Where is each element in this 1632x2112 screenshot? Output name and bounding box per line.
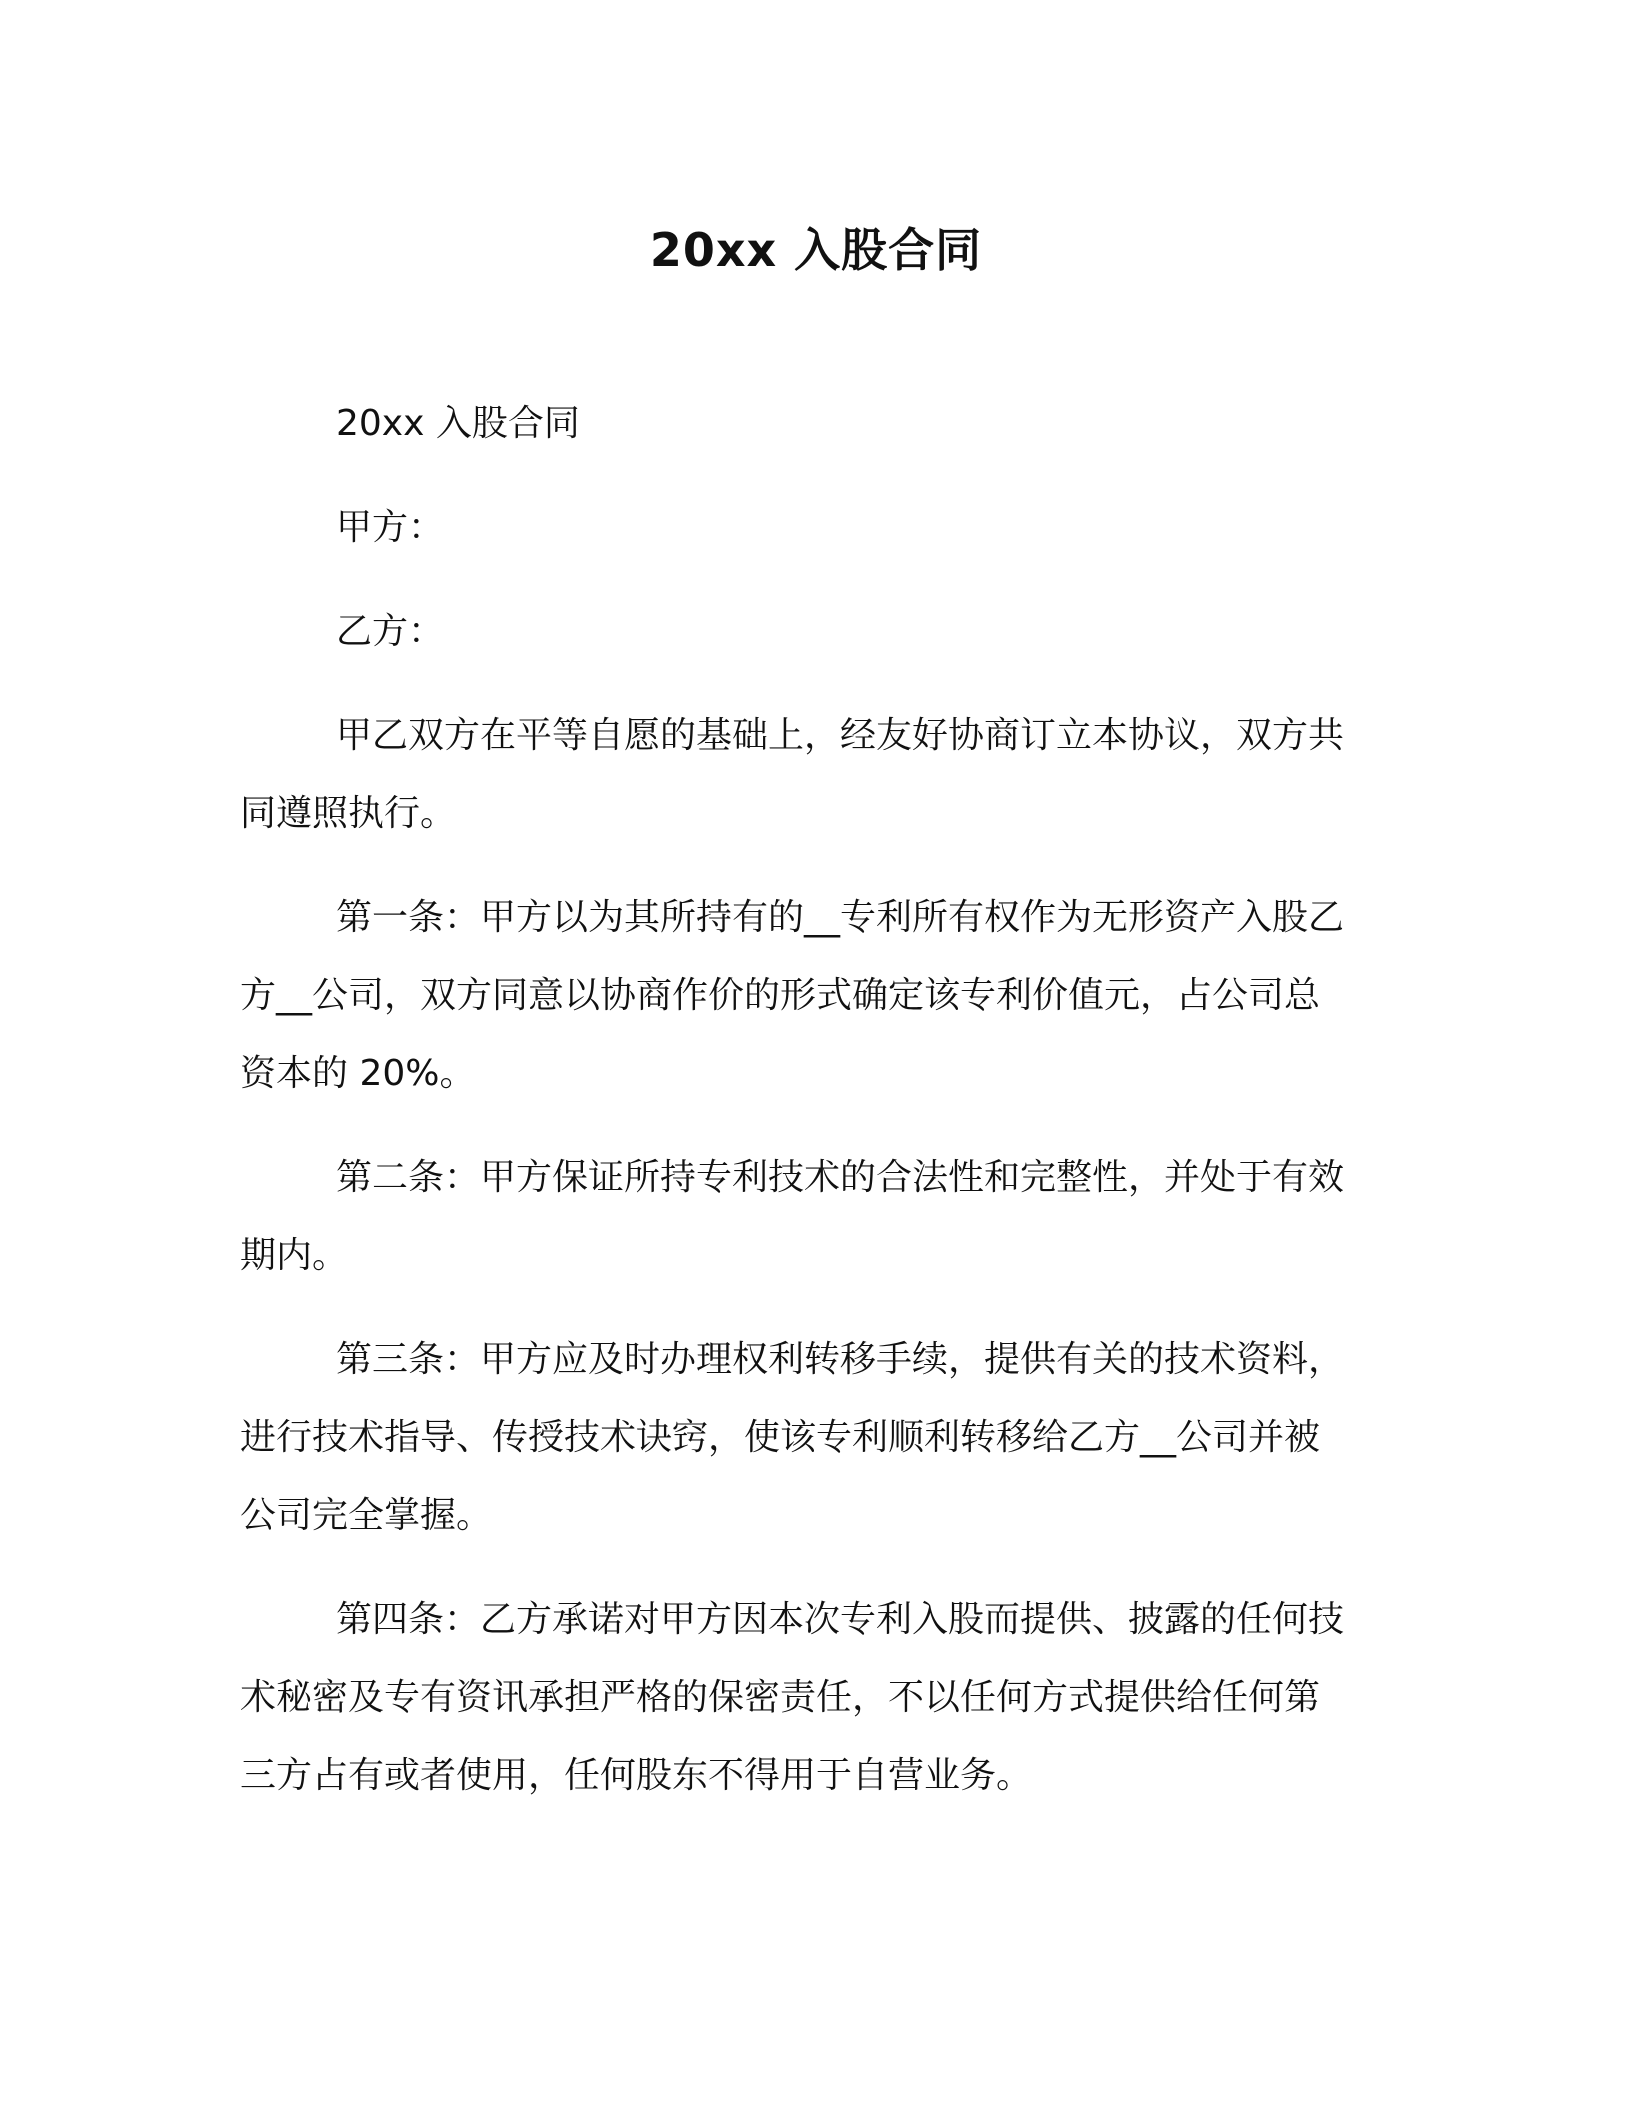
- article-1-line: 资本的 20%。: [240, 1053, 476, 1094]
- intro-paragraph: [240, 697, 1380, 853]
- article-4-line: 第四条：乙方承诺对甲方因本次专利入股而提供、披露的任何技: [336, 1599, 1345, 1640]
- article-2-paragraph: [240, 1139, 1380, 1295]
- article-1-paragraph: [240, 879, 1380, 1113]
- article-2-line: 第二条：甲方保证所持专利技术的合法性和完整性，并处于有效: [336, 1157, 1345, 1198]
- article-4-line: 三方占有或者使用，任何股东不得用于自营业务。: [240, 1755, 1033, 1796]
- article-4-line: 术秘密及专有资讯承担严格的保密责任，不以任何方式提供给任何第: [240, 1677, 1321, 1718]
- article-3-paragraph: [240, 1321, 1380, 1555]
- document-subtitle: 20xx 入股合同: [336, 403, 580, 444]
- article-1-line: 方__公司，双方同意以协商作价的形式确定该专利价值元，占公司总: [240, 975, 1321, 1016]
- article-3-line: 第三条：甲方应及时办理权利转移手续，提供有关的技术资料，: [336, 1339, 1345, 1380]
- party-b-label: 乙方：: [336, 611, 445, 652]
- party-a-label: 甲方：: [336, 507, 445, 548]
- article-4-paragraph: [240, 1581, 1380, 1815]
- article-3-line: 进行技术指导、传授技术诀窍，使该专利顺利转移给乙方__公司并被: [240, 1417, 1321, 1458]
- article-1-line: 第一条：甲方以为其所持有的__专利所有权作为无形资产入股乙: [336, 897, 1345, 938]
- document-title: 20xx 入股合同: [649, 223, 983, 277]
- intro-line: 同遵照执行。: [240, 793, 457, 834]
- article-2-line: 期内。: [240, 1235, 349, 1276]
- article-3-line: 公司完全掌握。: [240, 1495, 493, 1536]
- document-body: [240, 385, 1380, 1841]
- intro-line: 甲乙双方在平等自愿的基础上，经友好协商订立本协议，双方共: [336, 715, 1345, 756]
